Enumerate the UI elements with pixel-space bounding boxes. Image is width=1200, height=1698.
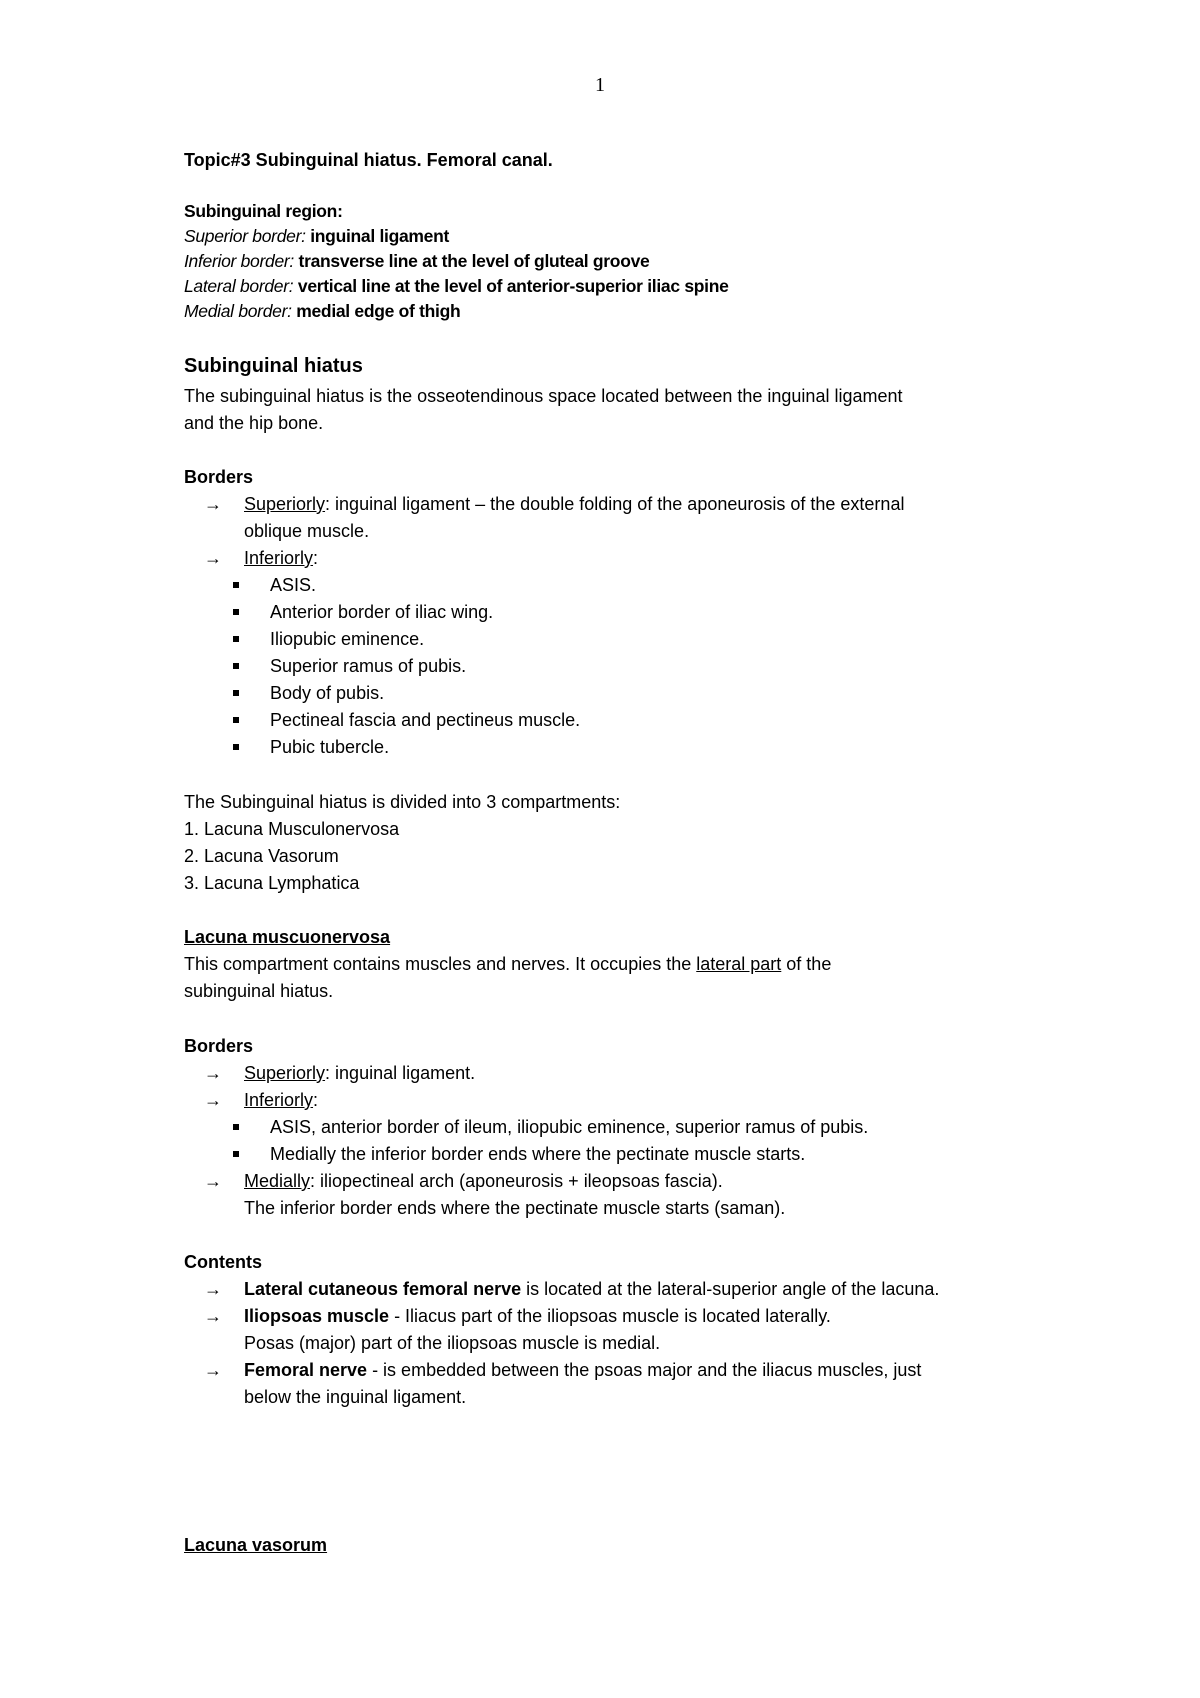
page-number: 1 <box>595 74 605 96</box>
arrow-icon: → <box>204 1360 222 1380</box>
contents-item-3-line-2: below the inguinal ligament. <box>244 1387 467 1407</box>
square-bullet-icon <box>233 1124 239 1130</box>
contents-item-2 <box>244 1304 831 1328</box>
contents-item-3 <box>244 1358 921 1382</box>
square-bullet-icon <box>233 1151 239 1157</box>
inferiorly-colon: : <box>313 548 319 568</box>
border-label: Superior border: <box>184 226 306 246</box>
list-item: Body of pubis. <box>270 683 385 703</box>
superiorly-text: : inguinal ligament – the double folding of the aponeurosis of the external <box>325 494 905 514</box>
square-bullet-icon <box>233 636 239 642</box>
compartment-item: 3. Lacuna Lymphatica <box>184 873 360 893</box>
hiatus-paragraph-line-1: The subinguinal hiatus is the osseotendinous space located between the inguinal ligament <box>184 386 903 406</box>
musculo-inferiorly-line <box>244 1088 318 1112</box>
content-text: is located at the lateral-superior angle of the lacuna. <box>521 1279 940 1299</box>
inferiorly-colon: : <box>313 1090 319 1110</box>
region-medial-border <box>184 299 460 323</box>
content-text: - Iliacus part of the iliopsoas muscle is located laterally. <box>389 1306 831 1326</box>
hiatus-borders-heading: Borders <box>184 467 254 487</box>
list-item: Medially the inferior border ends where the pectinate muscle starts. <box>270 1144 806 1164</box>
arrow-icon: → <box>204 1171 222 1191</box>
square-bullet-icon <box>233 717 239 723</box>
region-inferior-border <box>184 249 649 273</box>
compartments-intro: The Subinguinal hiatus is divided into 3 compartments: <box>184 792 621 812</box>
list-item: Anterior border of iliac wing. <box>270 602 494 622</box>
contents-item-2-line-2: Posas (major) part of the iliopsoas muscle is medial. <box>244 1333 661 1353</box>
musculo-medially-line-2: The inferior border ends where the pectinate muscle starts (saman). <box>244 1198 786 1218</box>
border-value: vertical line at the level of anterior-superior iliac spine <box>293 276 729 296</box>
region-lateral-border <box>184 274 729 298</box>
hiatus-superiorly-line-2: oblique muscle. <box>244 521 370 541</box>
topic-title: Topic#3 Subinguinal hiatus. Femoral canal. <box>184 150 553 170</box>
arrow-icon: → <box>204 548 222 568</box>
content-term: Lateral cutaneous femoral nerve <box>244 1279 522 1299</box>
arrow-icon: → <box>204 1279 222 1299</box>
superiorly-label: Superiorly <box>244 494 326 514</box>
hiatus-paragraph-line-2: and the hip bone. <box>184 413 324 433</box>
border-value: inguinal ligament <box>305 226 450 246</box>
list-item: Pectineal fascia and pectineus muscle. <box>270 710 581 730</box>
list-item: Superior ramus of pubis. <box>270 656 467 676</box>
contents-item-1 <box>244 1277 939 1301</box>
medially-label: Medially <box>244 1171 311 1191</box>
border-label: Lateral border: <box>184 276 294 296</box>
region-heading: Subinguinal region: <box>184 201 343 221</box>
list-item: Iliopubic eminence. <box>270 629 425 649</box>
square-bullet-icon <box>233 609 239 615</box>
border-value: transverse line at the level of gluteal groove <box>293 251 650 271</box>
musculo-para-text-end: of the <box>781 954 832 974</box>
border-value: medial edge of thigh <box>291 301 461 321</box>
compartment-item: 2. Lacuna Vasorum <box>184 846 339 866</box>
hiatus-superiorly-line <box>244 492 904 516</box>
musculo-borders-heading: Borders <box>184 1036 254 1056</box>
hiatus-inferiorly-line <box>244 546 318 570</box>
border-label: Inferior border: <box>184 251 294 271</box>
region-superior-border <box>184 224 449 248</box>
musculo-heading: Lacuna muscuonervosa <box>184 927 391 947</box>
compartment-item: 1. Lacuna Musculonervosa <box>184 819 400 839</box>
content-term: Iliopsoas muscle <box>244 1306 390 1326</box>
arrow-icon: → <box>204 1063 222 1083</box>
musculo-medially-line <box>244 1169 723 1193</box>
content-text: - is embedded between the psoas major and the iliacus muscles, just <box>367 1360 922 1380</box>
musculo-paragraph-line-1 <box>184 952 831 976</box>
contents-heading: Contents <box>184 1252 262 1272</box>
square-bullet-icon <box>233 663 239 669</box>
hiatus-heading: Subinguinal hiatus <box>184 355 363 377</box>
content-term: Femoral nerve <box>244 1360 368 1380</box>
arrow-icon: → <box>204 1306 222 1326</box>
medially-text: : iliopectineal arch (aponeurosis + ileopsoas fascia). <box>310 1171 723 1191</box>
square-bullet-icon <box>233 690 239 696</box>
musculo-superiorly-line <box>244 1061 475 1085</box>
list-item: Pubic tubercle. <box>270 737 390 757</box>
list-item: ASIS, anterior border of ileum, iliopubic eminence, superior ramus of pubis. <box>270 1117 869 1137</box>
superiorly-label: Superiorly <box>244 1063 326 1083</box>
inferiorly-label: Inferiorly <box>244 548 314 568</box>
arrow-icon: → <box>204 1090 222 1110</box>
border-label: Medial border: <box>184 301 292 321</box>
arrow-icon: → <box>204 494 222 514</box>
musculo-para-text: This compartment contains muscles and nerves. It occupies the <box>184 954 697 974</box>
square-bullet-icon <box>233 744 239 750</box>
superiorly-text: : inguinal ligament. <box>325 1063 476 1083</box>
list-item: ASIS. <box>270 575 317 595</box>
square-bullet-icon <box>233 582 239 588</box>
lateral-part-underlined: lateral part <box>696 954 782 974</box>
vasorum-heading: Lacuna vasorum <box>184 1535 328 1555</box>
inferiorly-label: Inferiorly <box>244 1090 314 1110</box>
musculo-paragraph-line-2: subinguinal hiatus. <box>184 981 334 1001</box>
